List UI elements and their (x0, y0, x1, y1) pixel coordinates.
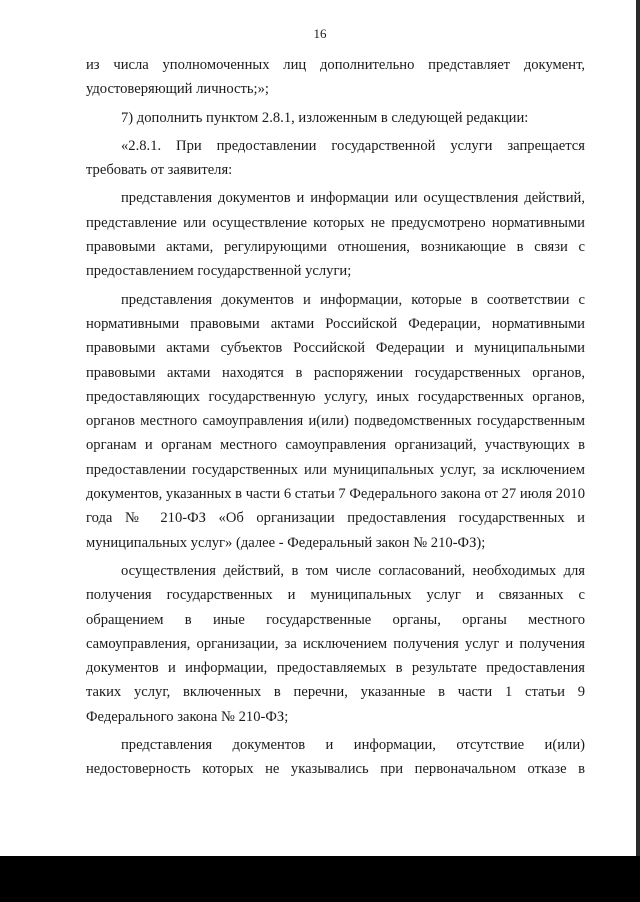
paragraph-requirement-3: осуществления действий, в том числе согласований, необходимых для получения государственных и муниципальных услуг и связанных с обращением в иные государственные органы, органы местного самоуправления, организации, за исключением получения услуг и получения документов и информации, предоставляемых в результате предоставления таких услуг, включенных в перечни, указанные в части 1 статьи 9 Федерального закона № 210-ФЗ; (86, 562, 585, 725)
document-body (86, 53, 585, 782)
scan-edge-right (636, 0, 640, 902)
paragraph-continuation-end: удостоверяющий личность;»; (86, 81, 269, 98)
paragraph-2-8-1-intro: «2.8.1. При предоставлении государственной услуги запрещается требовать от заявителя: (86, 137, 585, 179)
paragraph-requirement-2: представления документов и информации, которые в соответствии с нормативными правовыми актами Российской Федерации, нормативными правовыми актами субъектов Российской Федерации и муниципальными правовыми актами находятся в распоряжении государственных органов, предоставляющих государственную услугу, иных государственных органов, органов местного самоуправления и(или) подведомственных государственным органам и органам местного самоуправления организаций, участвующих в предоставлении государственных или муниципальных услуг, за исключением документов, указанных в части 6 статьи 7 Федерального закона от 27 июля 2010 года № 210-ФЗ «Об организации предоставления государственных и муниципальных услуг» (далее - Федеральный закон № 210-ФЗ); (86, 291, 585, 551)
paragraph-requirement-1: представления документов и информации или осуществления действий, представление или осуществление которых не предусмотрено нормативными правовыми актами, регулирующими отношения, возникающие в связи с предоставлением государственной услуги; (86, 190, 585, 280)
paragraph-item-7: 7) дополнить пунктом 2.8.1, изложенным в следующей редакции: (121, 109, 529, 126)
page-number: 16 (313, 26, 327, 41)
scan-bottom-bar (0, 856, 640, 902)
paragraph-requirement-4: представления документов и информации, отсутствие и(или) недостоверность которых не указывались при первоначальном отказе в (86, 737, 585, 778)
paragraph-continuation: из числа уполномоченных лиц дополнительно представляет документ, (86, 57, 585, 73)
